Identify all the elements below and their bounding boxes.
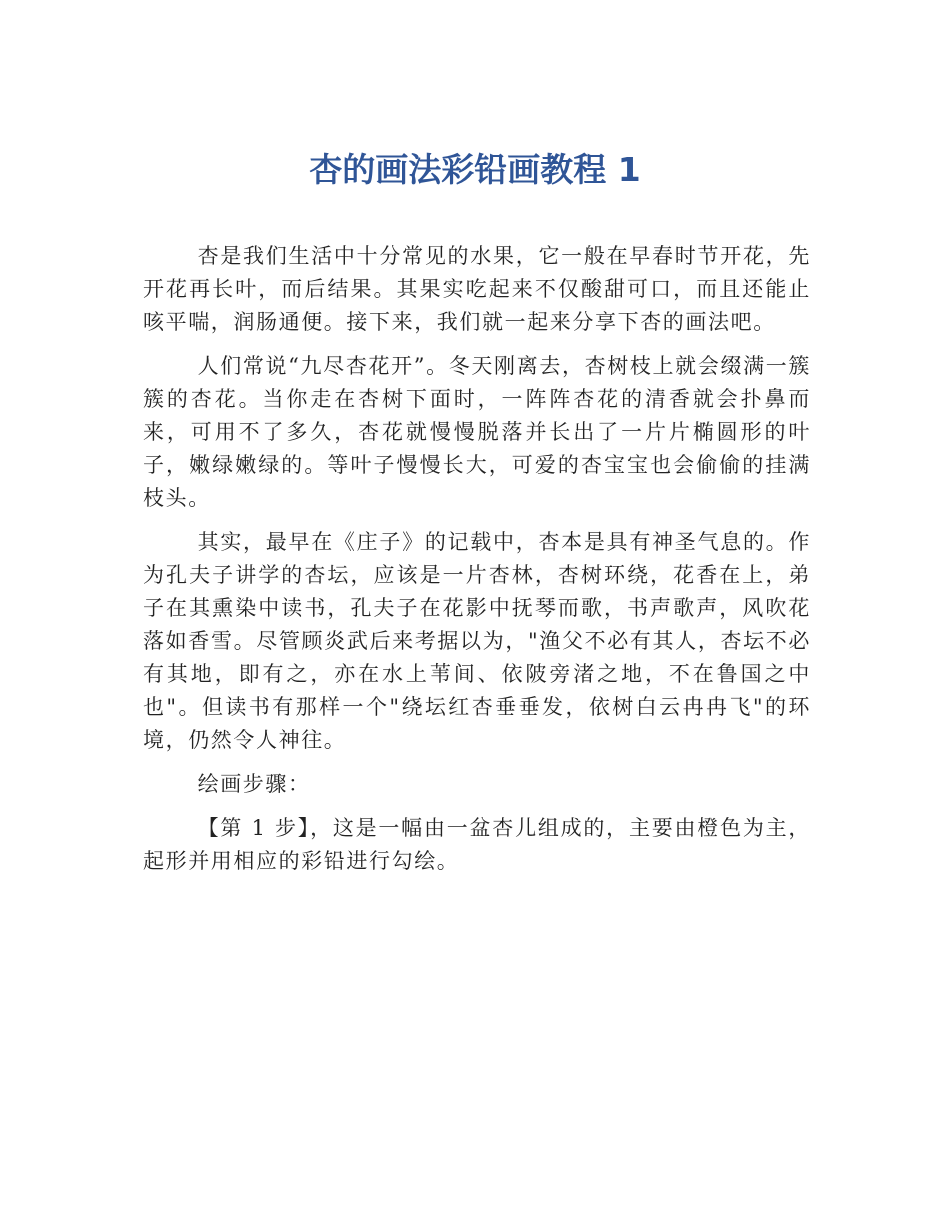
paragraph-steps-heading: 绘画步骤： bbox=[197, 772, 311, 796]
document-title: 杏的画法彩铅画教程 1 bbox=[309, 150, 641, 189]
paragraph-step-1: 【第 1 步】，这是一幅由一盆杏儿组成的，主要由橙色为主，起形并用相应的彩铅进行勾绘。 bbox=[143, 816, 811, 873]
paragraph-history: 其实，最早在《庄子》的记载中，杏本是具有神圣气息的。作为孔夫子讲学的杏坛，应该是一片杏林，杏树环绕，花香在上，弟子在其熏染中读书，孔夫子在花影中抚琴而歌，书声歌声，风吹花落如香雪。尽管顾炎武后来考据以为，"渔父不必有其人，杏坛不必有其地，即有之，亦在水上苇间、依陂旁渚之地，不在鲁国之中也"。但读书有那样一个"绕坛红杏垂垂发，依树白云冉冉飞"的环境，仍然令人神往。 bbox=[143, 530, 811, 752]
paragraph-apricot-blossom: 人们常说“九尽杏花开”。冬天刚离去，杏树枝上就会缀满一簇簇的杏花。当你走在杏树下面时，一阵阵杏花的清香就会扑鼻而来，可用不了多久，杏花就慢慢脱落并长出了一片片椭圆形的叶子，嫩绿嫩绿的。等叶子慢慢长大，可爱的杏宝宝也会偷偷的挂满枝头。 bbox=[143, 354, 811, 510]
document-body bbox=[143, 240, 811, 889]
paragraph-intro: 杏是我们生活中十分常见的水果，它一般在早春时节开花，先开花再长叶，而后结果。其果实吃起来不仅酸甜可口，而且还能止咳平喘，润肠通便。接下来，我们就一起来分享下杏的画法吧。 bbox=[143, 244, 811, 334]
